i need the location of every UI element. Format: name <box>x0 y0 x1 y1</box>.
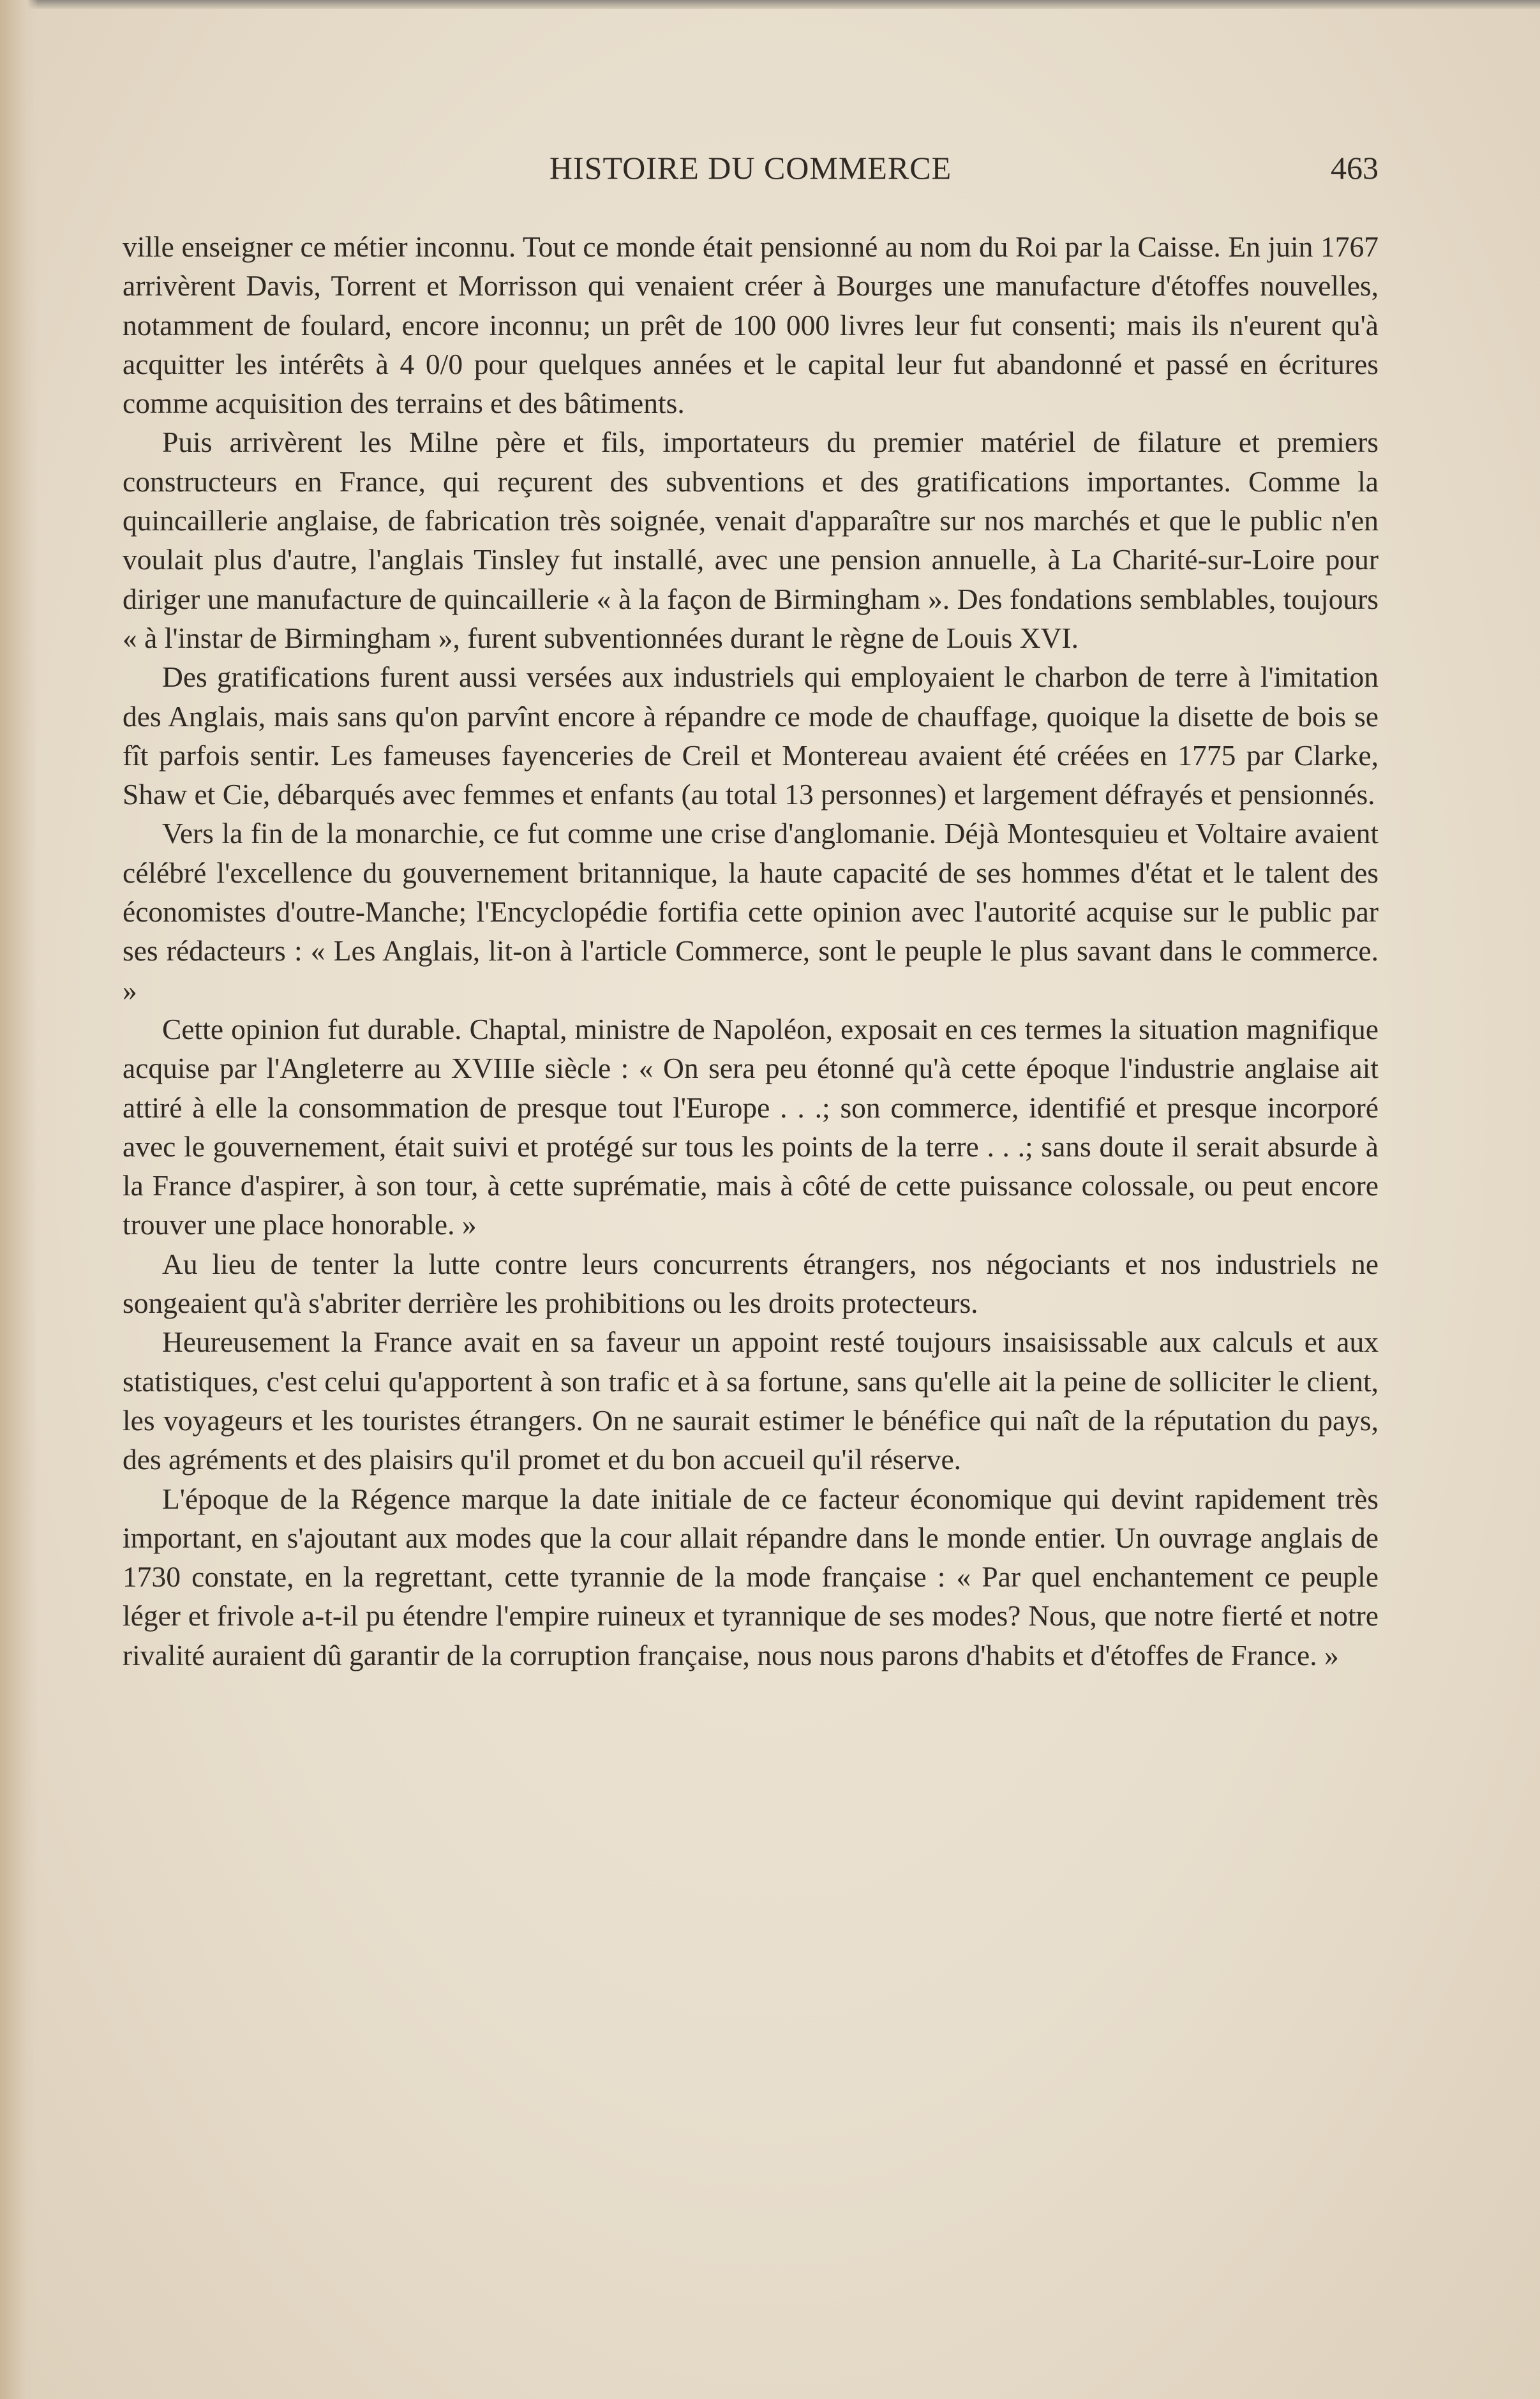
body-text <box>123 227 1379 1675</box>
running-title: HISTOIRE DU COMMERCE <box>549 150 952 186</box>
paragraph-6: Au lieu de tenter la lutte contre leurs concurrents étrangers, nos négociants et nos industriels ne songeaient qu'à s'abriter derrière les prohibitions ou les droits protecteurs. <box>123 1247 1379 1320</box>
paragraph-3: Des gratifications furent aussi versées aux industriels qui employaient le charbon de terre à l'imitation des Anglais, mais sans qu'on parvînt encore à répandre ce mode de chauffage, quoique la disette de bois se fît parfois sentir. Les fameuses fayenceries de Creil et Montereau avaient été créées en 1775 par Clarke, Shaw et Cie, débarqués avec femmes et enfants (au total 13 personnes) et largement défrayés et pensionnés. <box>123 661 1379 811</box>
paragraph-7: Heureusement la France avait en sa faveur un appoint resté toujours insaisissable aux calculs et aux statistiques, c'est celui qu'apportent à son trafic et à sa fortune, sans qu'elle ait la peine de solliciter le client, les voyageurs et les touristes étrangers. On ne saurait estimer le bénéfice qui naît de la réputation du pays, des agréments et des plaisirs qu'il promet et du bon accueil qu'il réserve. <box>123 1326 1379 1476</box>
paragraph-4: Vers la fin de la monarchie, ce fut comme une crise d'anglomanie. Déjà Montesquieu et Voltaire avaient célébré l'excellence du gouvernement britannique, la haute capacité de ses hommes d'état et le talent des économistes d'outre-Manche; l'Encyclopédie fortifia cette opinion avec l'autorité acquise sur le public par ses rédacteurs : « Les Anglais, lit-on à l'article Commerce, sont le peuple le plus savant dans le commerce. » <box>123 817 1379 1006</box>
paragraph-2: Puis arrivèrent les Milne père et fils, importateurs du premier matériel de filature et premiers constructeurs en France, qui reçurent des subventions et des gratifications importantes. Comme la quincaillerie anglaise, de fabrication très soignée, venait d'apparaître sur nos marchés et que le public n'en voulait plus d'autre, l'anglais Tinsley fut installé, avec une pension annuelle, à La Charité-sur-Loire pour diriger une manufacture de quincaillerie « à la façon de Birmingham ». Des fondations semblables, toujours « à l'instar de Birmingham », furent subventionnées durant le règne de Louis XVI. <box>123 426 1379 654</box>
page-top-shadow <box>0 0 1540 9</box>
paragraph-5: Cette opinion fut durable. Chaptal, ministre de Napoléon, exposait en ces termes la situation magnifique acquise par l'Angleterre au XVIIIe siècle : « On sera peu étonné qu'à cette époque l'industrie anglaise ait attiré à elle la consommation de presque tout l'Europe . . .; son commerce, identifié et presque incorporé avec le gouvernement, était suivi et protégé sur tous les points de la terre . . .; sans doute il serait absurde à la France d'aspirer, à son tour, à cette suprématie, mais à côté de cette puissance colossale, ou peut encore trouver une place honorable. » <box>123 1012 1379 1241</box>
page-binding-edge <box>0 0 38 2399</box>
paragraph-8: L'époque de la Régence marque la date initiale de ce facteur économique qui devint rapidement très important, en s'ajoutant aux modes que la cour allait répandre dans le monde entier. Un ouvrage anglais de 1730 constate, en la regrettant, cette tyrannie de la mode française : « Par quel enchantement ce peuple léger et frivole a-t-il pu étendre l'empire ruineux et tyrannique de ses modes? Nous, que notre fierté et notre rivalité auraient dû garantir de la corruption française, nous nous parons d'habits et d'étoffes de France. » <box>123 1482 1379 1671</box>
page-number: 463 <box>1331 150 1379 186</box>
page-header <box>123 146 1379 190</box>
paragraph-1: ville enseigner ce métier inconnu. Tout ce monde était pensionné au nom du Roi par la Caisse. En juin 1767 arrivèrent Davis, Torrent et Morrisson qui venaient créer à Bourges une manufacture d'étoffes nouvelles, notamment de foulard, encore inconnu; un prêt de 100 000 livres leur fut consenti; mais ils n'eurent qu'à acquitter les intérêts à 4 0/0 pour quelques années et le capital leur fut abandonné et passé en écritures comme acquisition des terrains et des bâtiments. <box>123 230 1379 420</box>
